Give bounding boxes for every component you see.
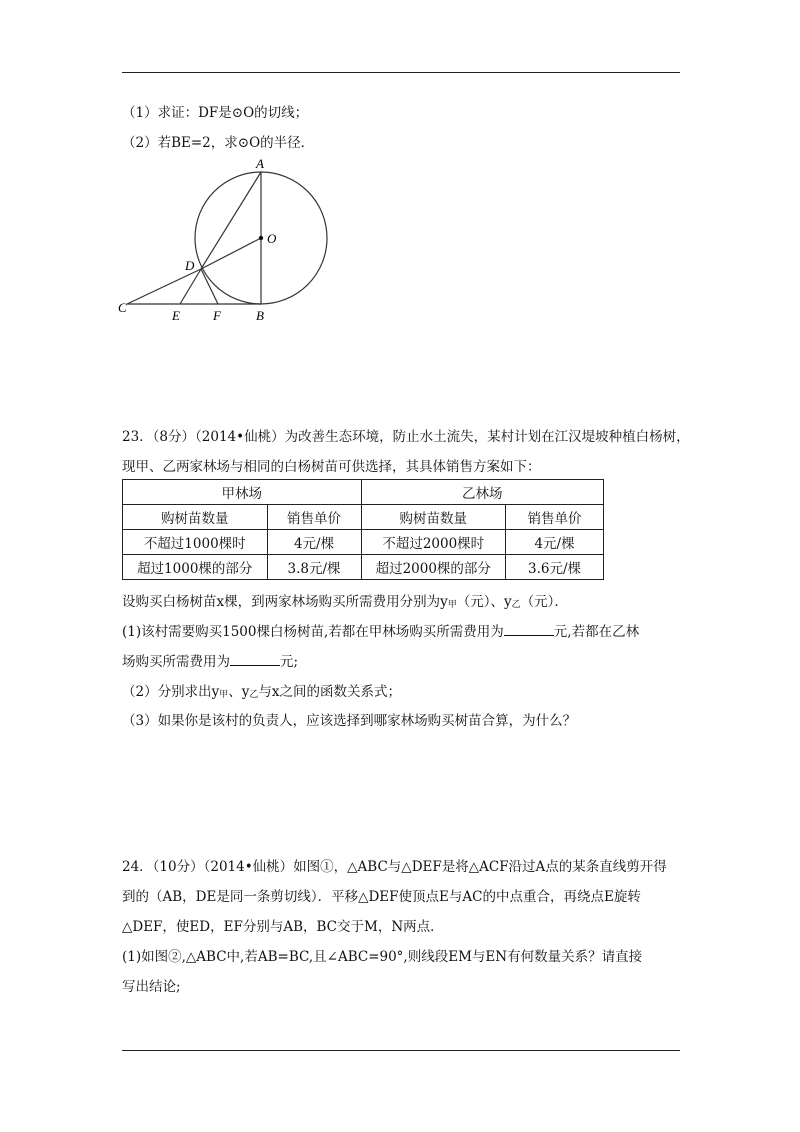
q23-part1-line1: [122, 620, 639, 640]
q23-part1-line2: [122, 650, 298, 670]
table-row: [123, 505, 604, 530]
sub-jia: 甲: [219, 690, 229, 700]
label-b: B: [256, 308, 264, 323]
label-d: D: [185, 258, 195, 273]
p2-text-1: （2）分别求出y: [122, 684, 220, 700]
sub-yi: 乙: [249, 690, 259, 700]
label-e: E: [172, 308, 180, 323]
q24-line5: 写出结论;: [122, 979, 181, 995]
q24-line4: (1)如图②,△ABC中,若AB=BC,且∠ABC=90°,则线段EM与EN有何数量关系？请直接: [122, 949, 643, 965]
col-qty-a: 购树苗数量: [123, 505, 268, 530]
setup-text-2: （元）、y: [456, 594, 512, 610]
label-f: F: [213, 308, 221, 323]
cell: 3.6元/棵: [506, 555, 604, 580]
label-a: A: [256, 156, 264, 171]
answer-blank-1[interactable]: [504, 623, 554, 636]
setup-text-1: 设购买白杨树苗x棵，到两家林场购买所需费用分别为y: [122, 594, 448, 610]
p1-text-c: 场购买所需费用为: [122, 654, 230, 670]
table-row: [123, 555, 604, 580]
q22-part1: （1）求证：DF是⊙O的切线；: [122, 105, 309, 121]
cell: 不超过2000棵时: [361, 530, 506, 555]
p2-text-3: 与x之间的函数关系式；: [258, 684, 402, 700]
circle-tangent-figure: [115, 152, 340, 327]
cell: 4元/棵: [506, 530, 604, 555]
label-c: C: [118, 300, 127, 315]
col-qty-b: 购树苗数量: [361, 505, 506, 530]
header-farm-a: 甲林场: [123, 480, 362, 505]
cell: 4元/棵: [267, 530, 361, 555]
q23-part3: （3）如果你是该村的负责人，应该选择到哪家林场购买树苗合算，为什么？: [122, 713, 577, 729]
col-price-b: 销售单价: [506, 505, 604, 530]
sub-jia: 甲: [447, 600, 457, 610]
answer-blank-2[interactable]: [230, 653, 280, 666]
q22-part2: （2）若BE=2，求⊙O的半径．: [122, 135, 315, 151]
p1-text-a: (1)该村需要购买1500棵白杨树苗,若都在甲林场购买所需费用为: [122, 624, 504, 640]
q24-line3: △DEF，使ED，EF分别与AB，BC交于M，N两点．: [122, 919, 444, 935]
cell: 不超过1000棵时: [123, 530, 268, 555]
q24-line1: 24．（10分）（2014•仙桃）如图①，△ABC与△DEF是将△ACF沿过A点的某条直线剪开得: [122, 859, 667, 875]
cell: 超过2000棵的部分: [361, 555, 506, 580]
p1-text-b: 元,若都在乙林: [553, 624, 640, 640]
col-price-a: 销售单价: [267, 505, 361, 530]
p1-text-d: 元;: [280, 654, 299, 670]
setup-text-3: （元）．: [520, 594, 568, 610]
sub-yi: 乙: [511, 600, 521, 610]
q23-stem-line1: 23．（8分）（2014•仙桃）为改善生态环境，防止水土流失，某村计划在江汉堤坡种植白杨树，: [122, 429, 690, 445]
table-row: [123, 480, 604, 505]
cell: 3.8元/棵: [267, 555, 361, 580]
label-o: O: [267, 231, 277, 246]
q23-part2: [122, 680, 401, 700]
header-farm-b: 乙林场: [361, 480, 603, 505]
q24-line2: 到的（AB，DE是同一条剪切线）．平移△DEF使顶点E与AC的中点重合，再绕点E旋转: [122, 889, 641, 905]
p2-text-2: 、y: [228, 684, 250, 700]
q23-stem-line2: 现甲、乙两家林场与相同的白杨树苗可供选择，其具体销售方案如下：: [122, 459, 541, 475]
sales-table: [122, 479, 604, 580]
footer-rule: [122, 1050, 680, 1051]
header-rule: [122, 72, 680, 73]
segment-ad: [201, 172, 261, 269]
center-point: [259, 236, 263, 240]
cell: 超过1000棵的部分: [123, 555, 268, 580]
table-row: [123, 530, 604, 555]
q23-setup: [122, 590, 568, 610]
